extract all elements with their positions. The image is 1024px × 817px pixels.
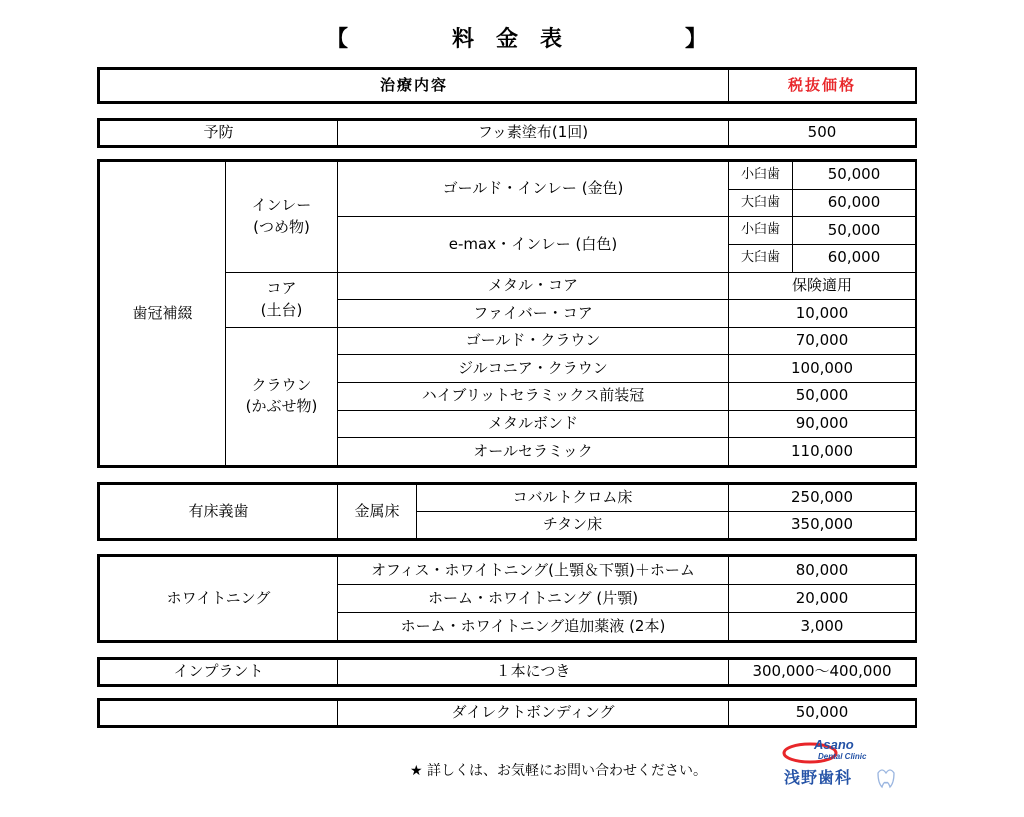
whitening-price: 20,000 [729, 585, 916, 613]
core-label [226, 272, 338, 327]
prevention-price: 500 [729, 121, 916, 146]
core-label-line1: コア [266, 278, 297, 297]
inlay-price: 50,000 [793, 217, 916, 245]
core-price: 10,000 [729, 300, 916, 328]
crown-price: 90,000 [729, 410, 916, 438]
implant-category: インプラント [100, 660, 338, 685]
denture-price: 350,000 [729, 512, 916, 539]
crown-item-name: ハイブリットセラミックス前装冠 [338, 383, 729, 411]
crown-item-name: ジルコニア・クラウン [338, 355, 729, 383]
crown-price: 50,000 [729, 383, 916, 411]
title-text: 料金表 [452, 27, 585, 52]
core-price: 保険適用 [729, 272, 916, 300]
header-table [97, 67, 917, 104]
core-label-line2: (土台) [260, 300, 303, 319]
crown-label-line1: クラウン [251, 375, 312, 394]
inlay-label [226, 162, 338, 273]
bonding-category [100, 701, 338, 726]
title-left-bracket: 【 [326, 27, 349, 52]
implant-price: 300,000～400,000 [729, 660, 916, 685]
implant-item: １本につき [338, 660, 729, 685]
inlay-price: 60,000 [793, 189, 916, 217]
core-item-name: ファイバー・コア [338, 300, 729, 328]
whitening-price: 80,000 [729, 557, 916, 585]
restoration-table [97, 159, 917, 468]
denture-category: 有床義歯 [100, 485, 338, 539]
tooth-type: 小臼歯 [729, 217, 793, 245]
bonding-item: ダイレクトボンディング [338, 701, 729, 726]
whitening-category: ホワイトニング [100, 557, 338, 641]
table-row [100, 660, 916, 685]
logo-brand-en-sub: Dental Clinic [818, 752, 867, 761]
prevention-item: フッ素塗布(1回) [338, 121, 729, 146]
prevention-table [97, 118, 917, 148]
whitening-item-name: ホーム・ホワイトニング追加薬液 (2本) [338, 613, 729, 641]
inlay-item-name: e-max・インレー (白色) [338, 217, 729, 272]
inlay-label-line1: インレー [251, 196, 312, 214]
inlay-price: 60,000 [793, 244, 916, 272]
denture-price: 250,000 [729, 485, 916, 512]
tooth-type: 大臼歯 [729, 244, 793, 272]
logo-brand-en: Asano [814, 737, 854, 752]
inlay-price: 50,000 [793, 162, 916, 190]
denture-item-name: コバルトクロム床 [417, 485, 729, 512]
bonding-price: 50,000 [729, 701, 916, 726]
crown-price: 110,000 [729, 438, 916, 466]
header-price: 税抜価格 [729, 70, 916, 102]
tooth-type: 小臼歯 [729, 162, 793, 190]
core-item-name: メタル・コア [338, 272, 729, 300]
page-title [0, 18, 1024, 58]
table-row [100, 162, 916, 190]
crown-price: 100,000 [729, 355, 916, 383]
whitening-item-name: ホーム・ホワイトニング (片顎) [338, 585, 729, 613]
footer-note: ★ 詳しくは、お気軽にお問い合わせください。 [410, 763, 707, 779]
inlay-item-name: ゴールド・インレー (金色) [338, 162, 729, 217]
denture-item-name: チタン床 [417, 512, 729, 539]
crown-item-name: ゴールド・クラウン [338, 327, 729, 355]
table-row [100, 701, 916, 726]
table-row [100, 121, 916, 146]
inlay-label-line2: (つめ物) [253, 217, 310, 236]
prevention-category: 予防 [100, 121, 338, 146]
table-row [100, 557, 916, 585]
restoration-category: 歯冠補綴 [100, 162, 226, 466]
denture-table [97, 482, 917, 541]
whitening-item-name: オフィス・ホワイトニング(上顎＆下顎)＋ホーム [338, 557, 729, 585]
whitening-price: 3,000 [729, 613, 916, 641]
whitening-table [97, 554, 917, 643]
title-right-bracket: 】 [685, 27, 708, 52]
header-treatment: 治療内容 [100, 70, 729, 102]
crown-item-name: オールセラミック [338, 438, 729, 466]
crown-label [226, 327, 338, 465]
bonding-table [97, 698, 917, 728]
crown-label-line2: (かぶせ物) [245, 397, 318, 416]
table-row [100, 485, 916, 512]
logo-brand-jp: 浅野歯科 [784, 768, 853, 787]
crown-item-name: メタルボンド [338, 410, 729, 438]
tooth-type: 大臼歯 [729, 189, 793, 217]
crown-price: 70,000 [729, 327, 916, 355]
tooth-icon [878, 770, 894, 787]
denture-subcategory: 金属床 [338, 485, 417, 539]
implant-table [97, 657, 917, 687]
